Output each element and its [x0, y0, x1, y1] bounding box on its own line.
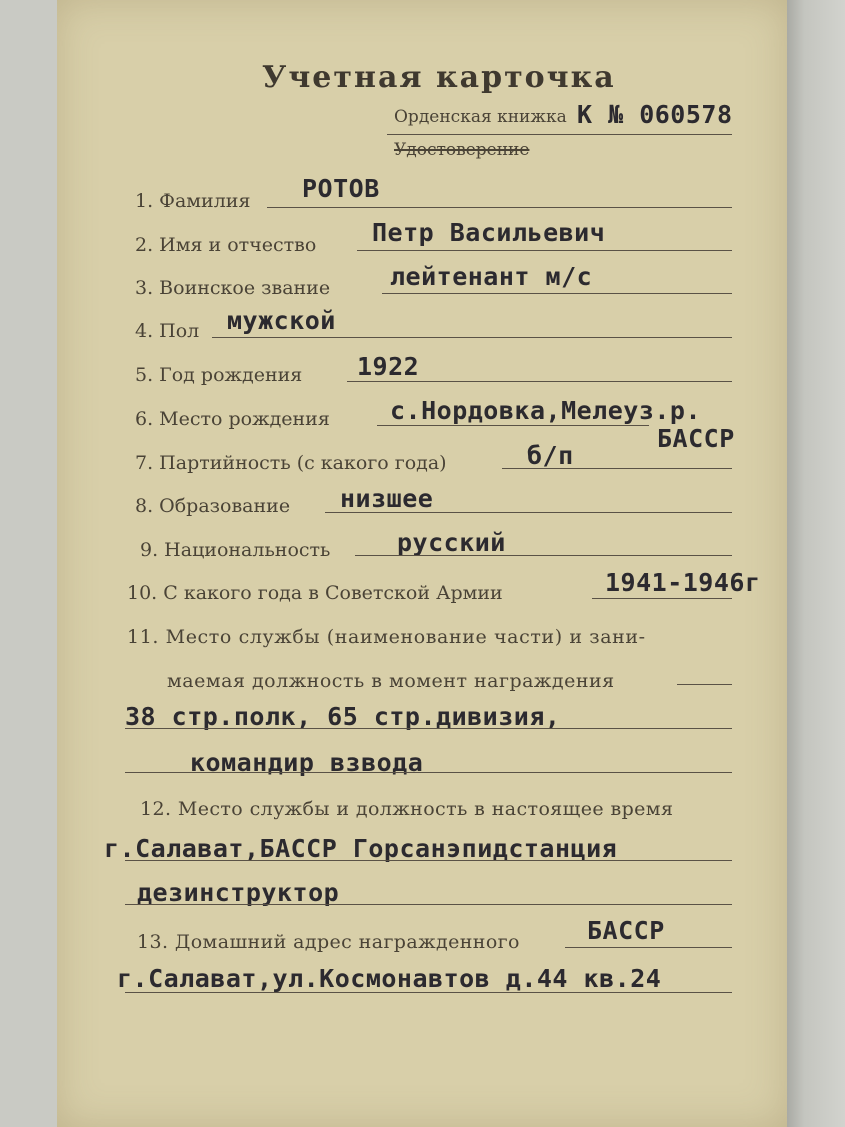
field-current-job-label: 12. Место службы и должность в настоящее время [140, 798, 674, 820]
field-service-place-short-line [677, 684, 732, 685]
field-birth-year-label: 5. Год рождения [135, 364, 303, 386]
field-army-year-line [592, 598, 732, 599]
field-sex-line [212, 337, 732, 338]
record-card [57, 0, 787, 1127]
field-birth-year-line [347, 381, 732, 382]
field-home-address-label: 13. Домашний адрес награжденного [137, 931, 520, 953]
field-party-line [502, 468, 732, 469]
field-current-job-line-1 [125, 860, 732, 861]
field-service-place-value-1: 38 стр.полк, 65 стр.дивизия, [125, 702, 561, 731]
field-name-line [357, 250, 732, 251]
field-sex-label: 4. Пол [135, 320, 200, 342]
field-birthplace-line [377, 425, 649, 426]
field-service-place-label-2: маемая должность в момент награждения [167, 670, 615, 692]
field-education-line [325, 512, 732, 513]
field-sex-value: мужской [227, 306, 336, 335]
field-rank-value: лейтенант м/с [390, 262, 593, 291]
field-nationality-line [355, 555, 732, 556]
field-birth-year-value: 1922 [357, 352, 420, 381]
field-party-value: б/п [527, 441, 574, 470]
field-service-place-label-1: 11. Место службы (наименование части) и зани- [127, 626, 646, 648]
field-name-value: Петр Васильевич [372, 218, 606, 247]
field-surname-line [267, 207, 732, 208]
field-surname-value: РОТОВ [302, 174, 380, 203]
field-home-address-value-1: БАССР [587, 916, 665, 945]
field-service-place-line-2 [125, 772, 732, 773]
field-rank-label: 3. Воинское звание [135, 277, 331, 299]
field-service-place-value-2: командир взвода [190, 748, 424, 777]
field-current-job-value-1: г.Салават,БАССР Горсанэпидстанция [104, 834, 618, 863]
field-birthplace-value: с.Нордовка,Мелеуз.р. [390, 396, 702, 425]
field-nationality-label: 9. Национальность [140, 539, 331, 561]
field-rank-line [382, 293, 732, 294]
field-birthplace-value2: БАССР [657, 424, 735, 453]
field-education-label: 8. Образование [135, 495, 291, 517]
field-home-address-value-2: г.Салават,ул.Космонавтов д.44 кв.24 [117, 964, 662, 993]
field-education-value: низшее [340, 484, 434, 513]
field-name-label: 2. Имя и отчество [135, 234, 317, 256]
field-home-address-line [125, 992, 732, 993]
field-army-year-label: 10. С какого года в Советской Армии [127, 582, 503, 604]
field-party-label: 7. Партийность (с какого года) [135, 452, 447, 474]
field-current-job-line-2 [125, 904, 732, 905]
order-book-label: Орденская книжка [394, 107, 567, 127]
background-strip [787, 0, 845, 1127]
field-current-job-value-2: дезинструктор [137, 878, 340, 907]
field-birthplace-label: 6. Место рождения [135, 408, 330, 430]
card-title: Учетная карточка [262, 60, 616, 95]
field-service-place-line-1 [125, 728, 732, 729]
certificate-label: Удостоверение [394, 140, 530, 160]
order-book-underline [387, 134, 732, 135]
field-nationality-value: русский [397, 528, 506, 557]
field-home-address-short-line [565, 947, 732, 948]
order-book-number: К № 060578 [577, 100, 733, 129]
field-army-year-value: 1941-1946г [605, 568, 761, 597]
field-surname-label: 1. Фамилия [135, 190, 251, 212]
